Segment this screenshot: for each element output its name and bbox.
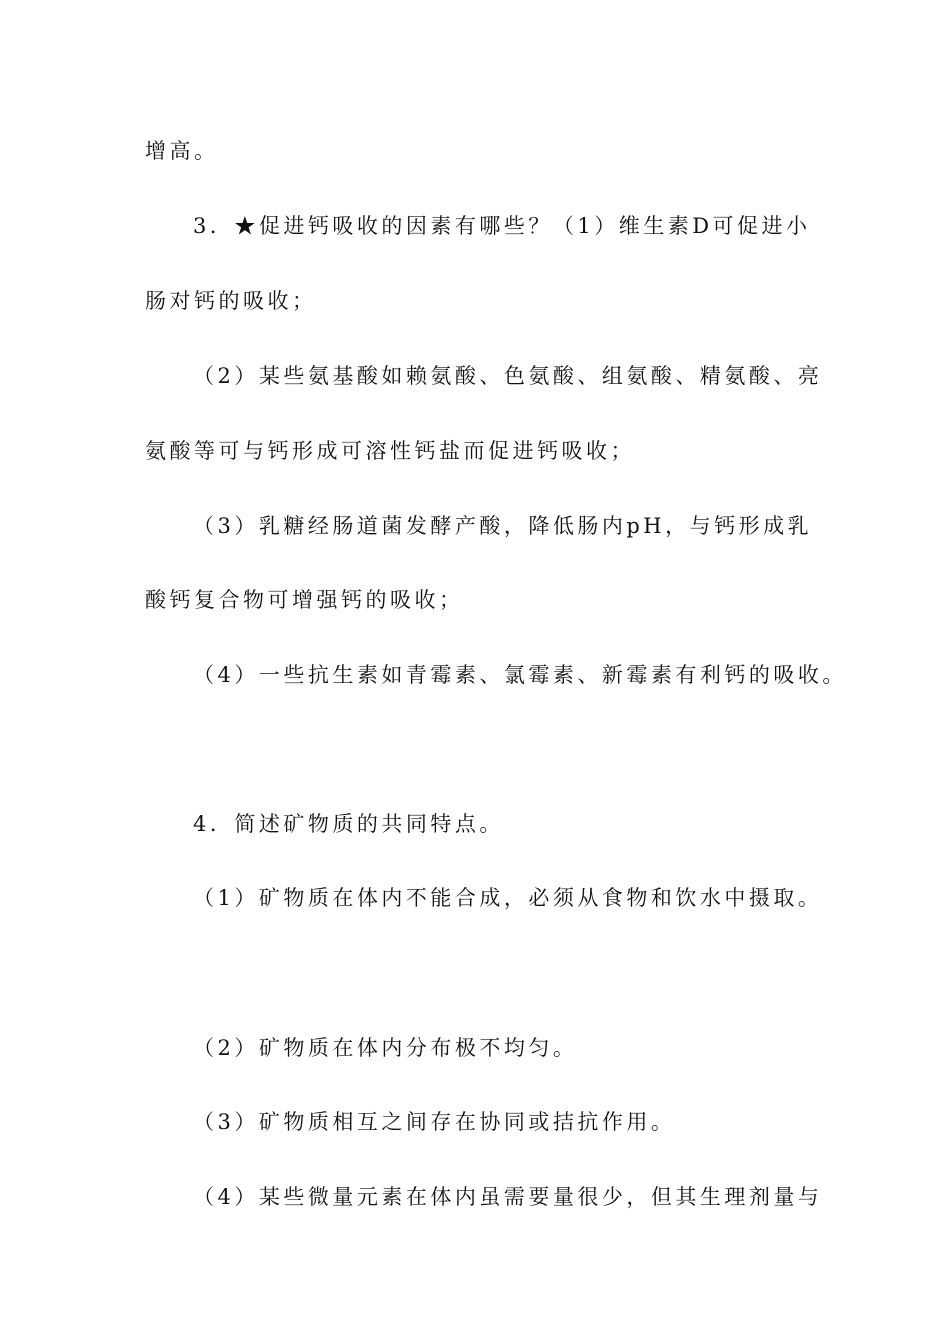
text-line: 增高。	[145, 139, 219, 163]
text-line: 肠对钙的吸收；	[145, 289, 317, 313]
question-3-heading: 3．★促进钙吸收的因素有哪些？（1）维生素D可促进小	[193, 214, 811, 238]
text-line: 氨酸等可与钙形成可溶性钙盐而促进钙吸收；	[145, 439, 635, 463]
list-item: （4）某些微量元素在体内虽需要量很少，但其生理剂量与	[193, 1185, 823, 1209]
list-item: （3）乳糖经肠道菌发酵产酸，降低肠内pH，与钙形成乳	[193, 514, 813, 538]
list-item: （3）矿物质相互之间存在协同或拮抗作用。	[193, 1110, 676, 1134]
text-line: 酸钙复合物可增强钙的吸收；	[145, 588, 464, 612]
question-4-heading: 4．简述矿物质的共同特点。	[193, 812, 504, 836]
list-item: （4）一些抗生素如青霉素、氯霉素、新霉素有利钙的吸收。	[193, 663, 847, 687]
list-item: （1）矿物质在体内不能合成，必须从食物和饮水中摄取。	[193, 886, 823, 910]
list-item: （2）矿物质在体内分布极不均匀。	[193, 1036, 578, 1060]
list-item: （2）某些氨基酸如赖氨酸、色氨酸、组氨酸、精氨酸、亮	[193, 364, 823, 388]
